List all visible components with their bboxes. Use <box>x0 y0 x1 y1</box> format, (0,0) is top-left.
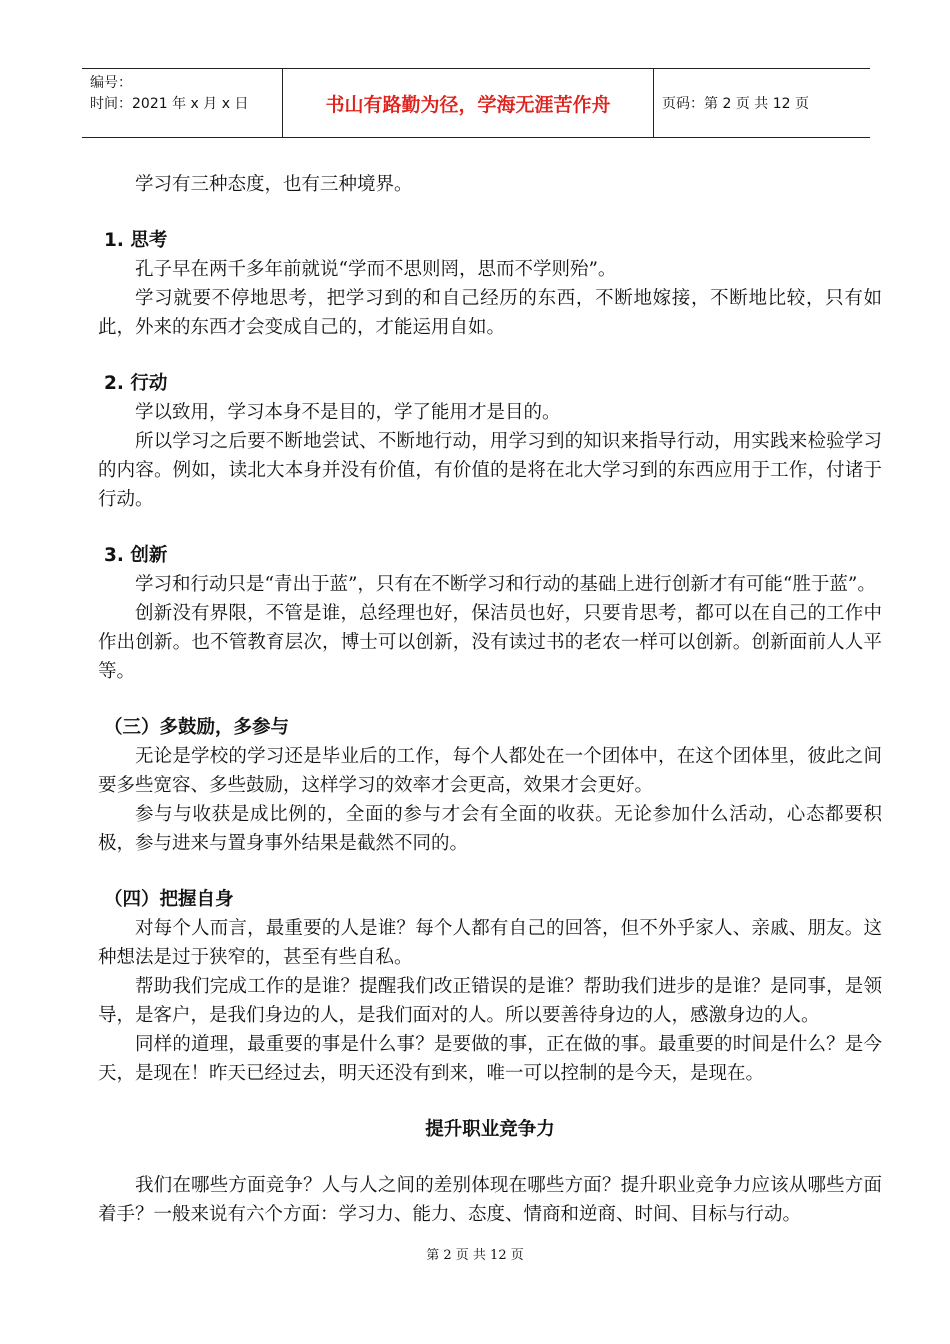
paragraph: 学以致用，学习本身不是目的，学了能用才是目的。 <box>135 402 561 423</box>
section-title-competitiveness: 提升职业竞争力 <box>425 1119 555 1140</box>
paragraph: 孔子早在两千多年前就说“学而不思则罔，思而不学则殆”。 <box>135 259 617 280</box>
paragraph: 所以学习之后要不断地尝试、不断地行动，用学习到的知识来指导行动，用实践来检验学习的内容。例如，读北大本身并没有价值，有价值的是将在北大学习到的东西应用于工作，付诸于行动。 <box>98 431 882 510</box>
paragraph: 学习就要不停地思考，把学习到的和自己经历的东西，不断地嫁接，不断地比较，只有如此，外来的东西才会变成自己的，才能运用自如。 <box>98 288 882 338</box>
header-meta <box>82 69 282 137</box>
section-heading-action: 2. 行动 <box>104 373 168 394</box>
header-motto: 书山有路勤为径，学海无涯苦作舟 <box>282 69 654 137</box>
number-label: 编号： <box>90 75 132 91</box>
time-label: 时间：2021 年 x 月 x 日 <box>90 96 249 112</box>
section-heading-innovation: 3. 创新 <box>104 545 168 566</box>
header-page-info: 页码：第 2 页 共 12 页 <box>662 96 809 112</box>
intro-paragraph: 学习有三种态度，也有三种境界。 <box>135 174 413 195</box>
page-footer: 第 2 页 共 12 页 <box>426 1248 524 1263</box>
paragraph: 学习和行动只是“青出于蓝”，只有在不断学习和行动的基础上进行创新才有可能“胜于蓝”。 <box>135 574 876 595</box>
paragraph: 帮助我们完成工作的是谁？提醒我们改正错误的是谁？帮助我们进步的是谁？是同事，是领导，是客户，是我们身边的人，是我们面对的人。所以要善待身边的人，感激身边的人。 <box>98 976 882 1026</box>
paragraph: 我们在哪些方面竞争？人与人之间的差别体现在哪些方面？提升职业竞争力应该从哪些方面着手？一般来说有六个方面：学习力、能力、态度、情商和逆商、时间、目标与行动。 <box>98 1175 882 1225</box>
paragraph: 参与与收获是成比例的，全面的参与才会有全面的收获。无论参加什么活动，心态都要积极，参与进来与置身事外结果是截然不同的。 <box>98 804 882 854</box>
paragraph: 无论是学校的学习还是毕业后的工作，每个人都处在一个团体中，在这个团体里，彼此之间要多些宽容、多些鼓励，这样学习的效率才会更高，效果才会更好。 <box>98 746 882 796</box>
page-header <box>82 68 870 138</box>
section-heading-self: （四）把握自身 <box>104 889 234 910</box>
paragraph: 同样的道理，最重要的事是什么事？是要做的事，正在做的事。最重要的时间是什么？是今天，是现在！昨天已经过去，明天还没有到来，唯一可以控制的是今天，是现在。 <box>98 1034 882 1084</box>
paragraph: 创新没有界限，不管是谁，总经理也好，保洁员也好，只要肯思考，都可以在自己的工作中作出创新。也不管教育层次，博士可以创新，没有读过书的老农一样可以创新。创新面前人人平等。 <box>98 603 882 682</box>
section-heading-encourage: （三）多鼓励，多参与 <box>104 717 290 738</box>
paragraph: 对每个人而言，最重要的人是谁？每个人都有自己的回答，但不外乎家人、亲戚、朋友。这种想法是过于狭窄的，甚至有些自私。 <box>98 918 882 968</box>
section-heading-thinking: 1. 思考 <box>104 230 168 251</box>
document-body <box>98 170 882 1229</box>
